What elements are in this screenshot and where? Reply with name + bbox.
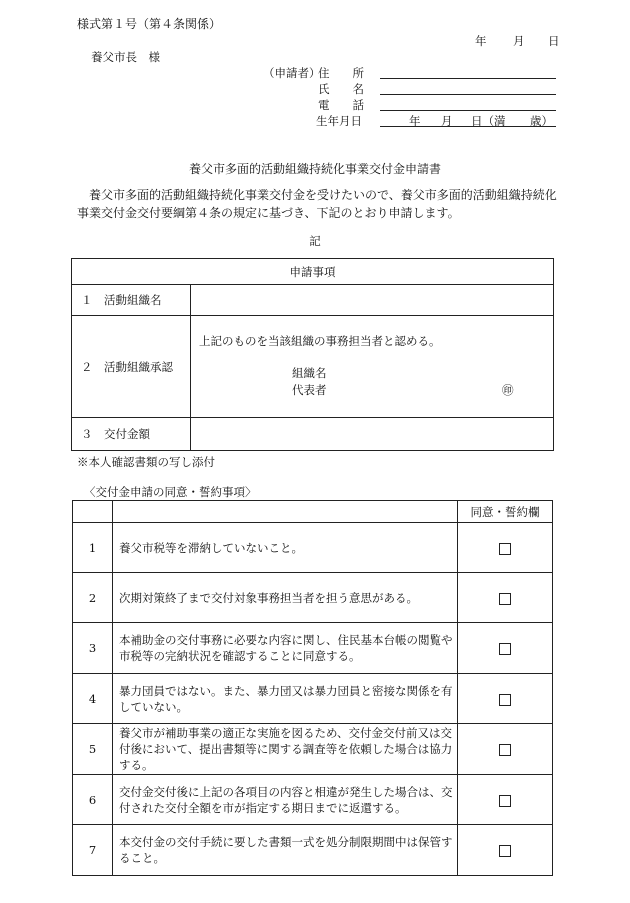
phone-label: 電 話 bbox=[318, 98, 364, 112]
application-header: 申請事項 bbox=[72, 259, 554, 285]
agree-checkbox[interactable] bbox=[499, 845, 511, 857]
pledge-row bbox=[73, 573, 553, 623]
birth-label: 生年月日 bbox=[316, 114, 362, 128]
pledge-row bbox=[73, 523, 553, 573]
applicant-role: （申請者） bbox=[263, 66, 321, 80]
org-name-row-label: １ 活動組織名 bbox=[72, 285, 191, 316]
approval-rep-label: 代表者 bbox=[292, 383, 327, 397]
attachment-note: ※本人確認書類の写し添付 bbox=[77, 455, 215, 469]
document-title: 養父市多面的活動組織持続化事業交付金申請書 bbox=[188, 162, 441, 176]
phone-field[interactable] bbox=[380, 110, 556, 111]
application-table bbox=[71, 258, 554, 451]
pledge-number: 1 bbox=[73, 523, 113, 573]
pledge-header-text bbox=[113, 501, 458, 523]
pledge-number: 4 bbox=[73, 674, 113, 724]
birth-day: 日（満 bbox=[471, 114, 506, 128]
pledge-table bbox=[72, 500, 553, 876]
pledge-agree-cell bbox=[458, 825, 553, 876]
pledge-text: 養父市が補助事業の適正な実施を図るため、交付金交付前又は交付後において、提出書類等に関する調査等を依頼した場合は協力する。 bbox=[113, 724, 458, 775]
pledge-row bbox=[73, 674, 553, 724]
pledge-number: 3 bbox=[73, 623, 113, 674]
approval-org-label: 組織名 bbox=[292, 366, 327, 380]
pledge-number: 7 bbox=[73, 825, 113, 876]
pledge-agree-cell bbox=[458, 523, 553, 573]
pledge-heading: 〈交付金申請の同意・誓約事項〉 bbox=[84, 485, 257, 499]
pledge-text: 暴力団員ではない。また、暴力団又は暴力団員と密接な関係を有していない。 bbox=[113, 674, 458, 724]
amount-cell[interactable] bbox=[191, 418, 554, 451]
name-label: 氏 名 bbox=[318, 82, 364, 96]
amount-row-label: ３ 交付金額 bbox=[72, 418, 191, 451]
addressee: 養父市長 様 bbox=[91, 50, 160, 64]
pledge-text: 交付金交付後に上記の各項目の内容と相違が発生した場合は、交付された交付全額を市が指定する期日までに返還する。 bbox=[113, 775, 458, 825]
pledge-text: 本補助金の交付事務に必要な内容に関し、住民基本台帳の閲覧や市税等の完納状況を確認することに同意する。 bbox=[113, 623, 458, 674]
org-name-cell[interactable] bbox=[191, 285, 554, 316]
seal-mark: ㊞ bbox=[502, 383, 514, 397]
date-year: 年 bbox=[475, 34, 487, 48]
approval-cell[interactable] bbox=[191, 316, 554, 418]
pledge-number: 5 bbox=[73, 724, 113, 775]
agree-checkbox[interactable] bbox=[499, 543, 511, 555]
pledge-col-header: 同意・誓約欄 bbox=[458, 501, 553, 523]
pledge-row bbox=[73, 623, 553, 674]
approval-text: 上記のものを当該組織の事務担当者と認める。 bbox=[199, 334, 441, 348]
ki-label: 記 bbox=[309, 234, 321, 248]
pledge-agree-cell bbox=[458, 674, 553, 724]
pledge-header-num bbox=[73, 501, 113, 523]
form-label: 様式第１号（第４条関係） bbox=[77, 17, 222, 31]
pledge-number: 2 bbox=[73, 573, 113, 623]
agree-checkbox[interactable] bbox=[499, 593, 511, 605]
pledge-agree-cell bbox=[458, 724, 553, 775]
address-label: 住 所 bbox=[318, 66, 364, 80]
approval-row-label: ２ 活動組織承認 bbox=[72, 316, 191, 418]
address-field[interactable] bbox=[380, 78, 556, 79]
date-day: 日 bbox=[548, 34, 560, 48]
intro-text: 養父市多面的活動組織持続化事業交付金を受けたいので、養父市多面的活動組織持続化事業交付金交付要綱第４条の規定に基づき、下記のとおり申請します。 bbox=[77, 188, 557, 220]
pledge-row bbox=[73, 825, 553, 876]
agree-checkbox[interactable] bbox=[499, 643, 511, 655]
pledge-row bbox=[73, 724, 553, 775]
pledge-agree-cell bbox=[458, 573, 553, 623]
agree-checkbox[interactable] bbox=[499, 694, 511, 706]
birth-age: 歳） bbox=[530, 114, 553, 128]
agree-checkbox[interactable] bbox=[499, 795, 511, 807]
pledge-text: 次期対策終了まで交付対象事務担当者を担う意思がある。 bbox=[113, 573, 458, 623]
birth-month: 月 bbox=[441, 114, 453, 128]
pledge-agree-cell bbox=[458, 623, 553, 674]
pledge-number: 6 bbox=[73, 775, 113, 825]
agree-checkbox[interactable] bbox=[499, 744, 511, 756]
pledge-text: 本交付金の交付手続に要した書類一式を処分制限期間中は保管すること。 bbox=[113, 825, 458, 876]
pledge-row bbox=[73, 775, 553, 825]
birth-field[interactable] bbox=[380, 126, 556, 127]
pledge-agree-cell bbox=[458, 775, 553, 825]
name-field[interactable] bbox=[380, 94, 556, 95]
date-month: 月 bbox=[513, 34, 525, 48]
pledge-text: 養父市税等を滞納していないこと。 bbox=[113, 523, 458, 573]
birth-year: 年 bbox=[409, 114, 421, 128]
